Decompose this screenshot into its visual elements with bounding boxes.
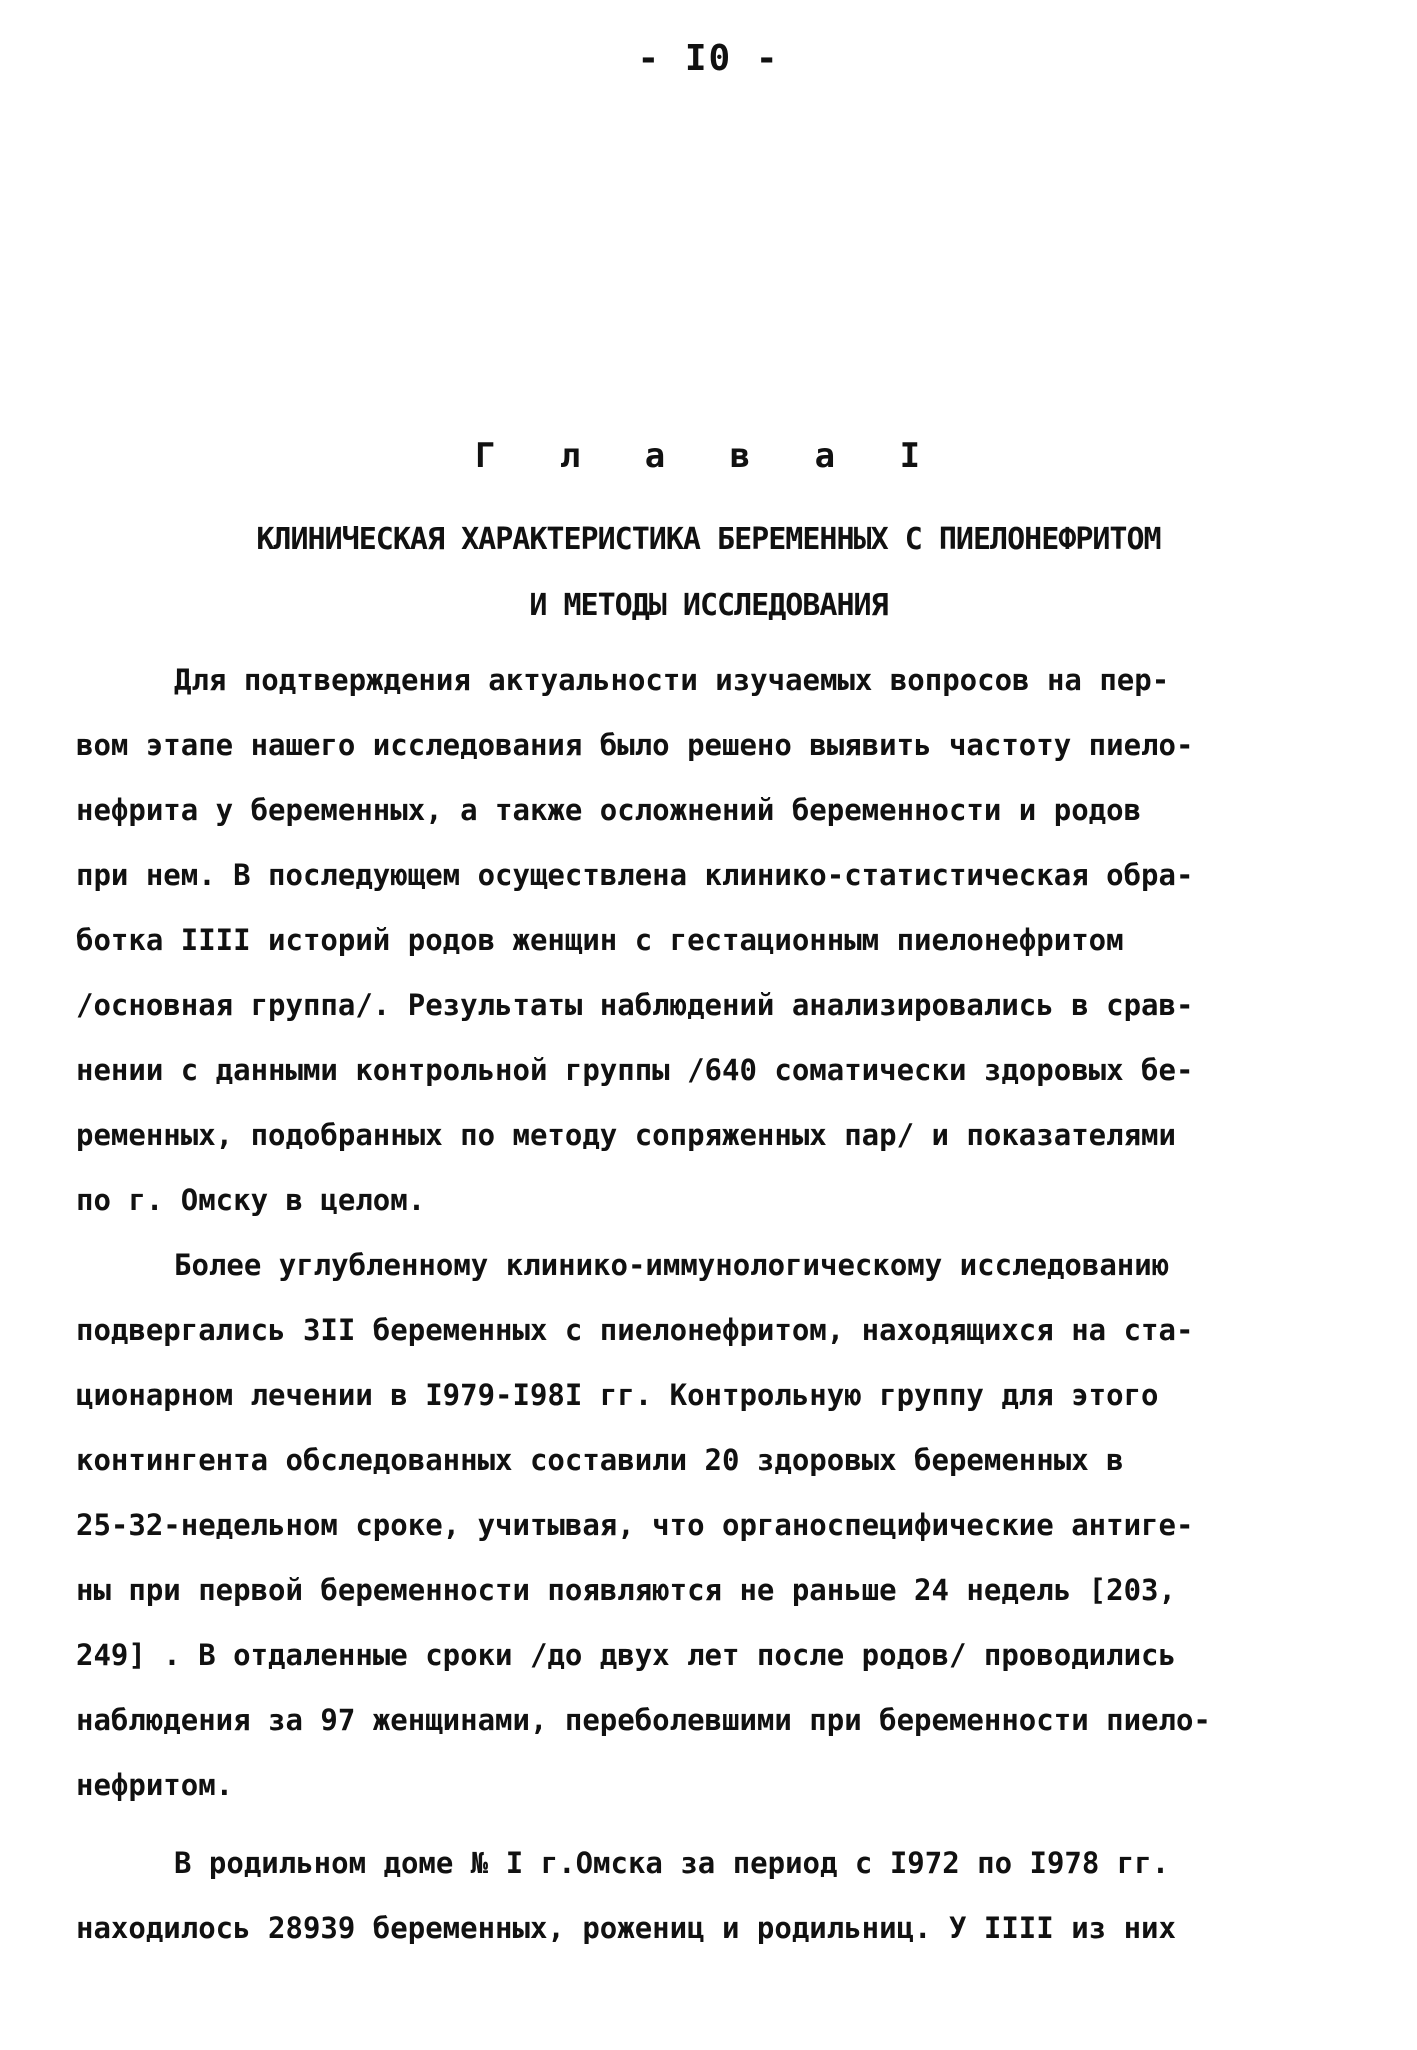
- body-line: /основная группа/. Результаты наблюдений анализировались в срав-: [76, 988, 1194, 1022]
- body-line: ременных, подобранных по методу сопряженных пар/ и показателями: [76, 1118, 1176, 1152]
- body-line: нении с данными контрольной группы /640 соматически здоровых бе-: [76, 1053, 1194, 1087]
- body-line: вом этапе нашего исследования было решено выявить частоту пиело-: [76, 728, 1194, 762]
- chapter-heading: Г л а в а I: [474, 436, 943, 476]
- body-text: [76, 648, 1346, 1961]
- chapter-title-line-1: КЛИНИЧЕСКАЯ ХАРАКТЕРИСТИКА БЕРЕМЕННЫХ С ПИЕЛОНЕФРИТОМ: [256, 522, 1161, 557]
- body-line: находилось 28939 беременных, рожениц и родильниц. У IIII из них: [76, 1911, 1176, 1945]
- page-number: - I0 -: [637, 38, 780, 79]
- body-line: по г. Омску в целом.: [76, 1183, 426, 1217]
- body-line: подвергались 3II беременных с пиелонефритом, находящихся на ста-: [76, 1313, 1194, 1347]
- body-line: ционарном лечении в I979-I98I гг. Контрольную группу для этого: [76, 1378, 1159, 1412]
- body-line: ны при первой беременности появляются не раньше 24 недель [203,: [76, 1573, 1176, 1607]
- body-line: 249] . В отдаленные сроки /до двух лет после родов/ проводились: [76, 1638, 1176, 1672]
- body-line: при нем. В последующем осуществлена клинико-статистическая обра-: [76, 858, 1194, 892]
- body-line: нефритом.: [76, 1768, 234, 1802]
- body-line: нефрита у беременных, а также осложнений беременности и родов: [76, 793, 1142, 827]
- body-line: 25-32-недельном сроке, учитывая, что органоспецифические антиге-: [76, 1508, 1194, 1542]
- body-line: В родильном доме № I г.Омска за период с I972 по I978 гг.: [174, 1846, 1170, 1880]
- chapter-title-line-2: И МЕТОДЫ ИССЛЕДОВАНИЯ: [529, 588, 888, 623]
- body-line: наблюдения за 97 женщинами, переболевшими при беременности пиело-: [76, 1703, 1211, 1737]
- body-line: Для подтверждения актуальности изучаемых вопросов на пер-: [174, 663, 1170, 697]
- body-line: контингента обследованных составили 20 здоровых беременных в: [76, 1443, 1124, 1477]
- body-line: Более углубленному клинико-иммунологическому исследованию: [174, 1248, 1170, 1282]
- body-line: ботка IIII историй родов женщин с гестационным пиелонефритом: [76, 923, 1124, 957]
